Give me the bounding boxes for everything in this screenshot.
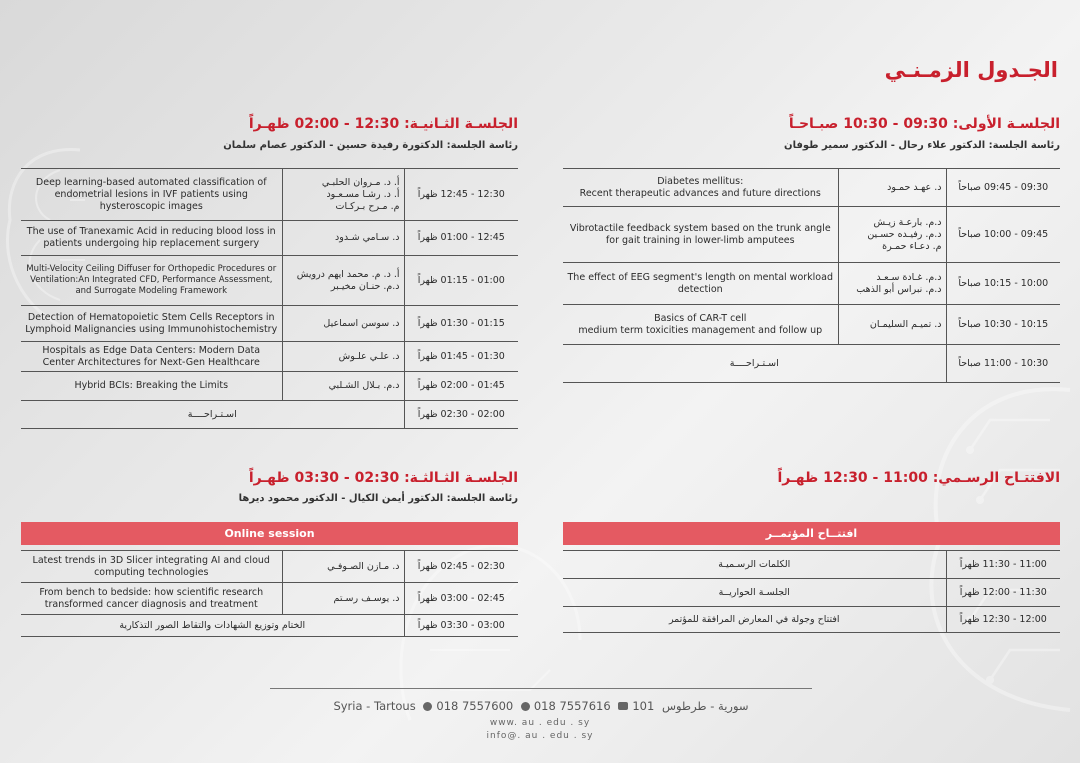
time-cell: 03:00 - 03:30 ظهراً: [404, 615, 518, 637]
agenda-item-cell: الجلسـة الحواريــة: [563, 579, 946, 607]
table-row: [21, 372, 518, 401]
table-row: [563, 607, 1060, 633]
speaker-cell: أ. د. مـروان الحلبـي أ. د. رشـا مسـعـود م. مـرح بـركـات: [282, 169, 404, 221]
speaker-cell: د. عهـد حمـود: [838, 169, 946, 207]
table-row: [21, 615, 518, 637]
footer-divider: [270, 688, 812, 689]
table-row: [21, 306, 518, 342]
time-cell: 09:30 - 09:45 صباحاً: [946, 169, 1060, 207]
talk-title-cell: Hybrid BCIs: Breaking the Limits: [21, 372, 282, 401]
session3-title: الجلسـة الثـالثـة: 02:30 - 03:30 ظهـراً: [248, 470, 518, 486]
agenda-item-cell: الكلمات الرسـميـة: [563, 551, 946, 579]
talk-title-cell: Basics of CAR-T cell medium term toxicities management and follow up: [563, 305, 838, 345]
table-row: [21, 551, 518, 583]
table-row: [21, 583, 518, 615]
footer-location-en: Syria - Tartous: [333, 699, 416, 713]
footer-email[interactable]: info@. au . edu . sy: [486, 731, 594, 741]
speaker-cell: د. علـي علـوش: [282, 342, 404, 372]
speaker-cell: د.م. بارعـة زيـش د.م. رفيـده حسـين م. دعـاء حمـرة: [838, 207, 946, 263]
time-cell: 10:30 - 11:00 صباحاً: [946, 345, 1060, 383]
table-row: [21, 221, 518, 256]
time-cell: 01:30 - 01:45 ظهراً: [404, 342, 518, 372]
speaker-cell: د.م. غـادة سـعـد د.م. نبراس أبو الذهب: [838, 263, 946, 305]
opening-header: افتتــاح المؤتمــر: [563, 522, 1060, 545]
table-row: [21, 169, 518, 221]
break-cell: اسـتـراحــــة: [21, 401, 404, 429]
talk-title-cell: The use of Tranexamic Acid in reducing blood loss in patients undergoing hip replacement surgery: [21, 221, 282, 256]
time-cell: 11:30 - 12:00 ظهراً: [946, 579, 1060, 607]
time-cell: 02:00 - 02:30 ظهراً: [404, 401, 518, 429]
session2-table: [21, 168, 518, 429]
table-row: [563, 169, 1060, 207]
talk-title-cell: The effect of EEG segment's length on mental workload detection: [563, 263, 838, 305]
phone-icon: [423, 702, 432, 711]
table-row: [21, 401, 518, 429]
time-cell: 11:00 - 11:30 ظهراً: [946, 551, 1060, 579]
table-row: [563, 263, 1060, 305]
speaker-cell: د. يوسـف رسـتم: [282, 583, 404, 615]
speaker-cell: د. مـازن الصـوفـي: [282, 551, 404, 583]
online-session-header: Online session: [21, 522, 518, 545]
session1-table: [563, 168, 1060, 383]
table-row: [563, 551, 1060, 579]
session3-chairs: رئاسة الجلسة: الدكتور أيمن الكيال - الدكتور محمود ديرها: [238, 493, 518, 504]
talk-title-cell: Latest trends in 3D Slicer integrating AI and cloud computing technologies: [21, 551, 282, 583]
talk-title-cell: Diabetes mellitus: Recent therapeutic advances and future directions: [563, 169, 838, 207]
talk-title-cell: Multi-Velocity Ceiling Diffuser for Orthopedic Procedures or Ventilation:An Integrated CFD, Performance Assessment, and Surrogate Modeling Framework: [21, 256, 282, 306]
table-row: [21, 342, 518, 372]
time-cell: 10:15 - 10:30 صباحاً: [946, 305, 1060, 345]
agenda-item-cell: افتتاح وجولة في المعارض المرافقة للمؤتمر: [563, 607, 946, 633]
footer-location-ar: سورية - طرطوس: [661, 699, 749, 713]
phone-icon: [521, 702, 530, 711]
speaker-cell: د. تميـم السليمـان: [838, 305, 946, 345]
table-row: [563, 345, 1060, 383]
table-row: [563, 207, 1060, 263]
break-cell: اسـتـراحــــة: [563, 345, 946, 383]
session3-table: [21, 550, 518, 637]
table-row: [21, 256, 518, 306]
footer-contact: [270, 699, 812, 713]
talk-title-cell: Vibrotactile feedback system based on the trunk angle for gait training in lower-limb amputees: [563, 207, 838, 263]
talk-title-cell: Deep learning-based automated classification of endometrial lesions in IVF patients using hysteroscopic images: [21, 169, 282, 221]
opening-title: الافتتـاح الرسـمي: 11:00 - 12:30 ظهـراً: [777, 470, 1060, 486]
page-title: الجـدول الزمـنـي: [884, 58, 1058, 82]
speaker-cell: د. سـامي شـدود: [282, 221, 404, 256]
speaker-cell: د.م. بـلال الشـلبي: [282, 372, 404, 401]
table-row: [563, 579, 1060, 607]
session2-chairs: رئاسة الجلسة: الدكتورة رفيدة حسين - الدكتور عصام سلمان: [223, 140, 518, 151]
time-cell: 01:15 - 01:30 ظهراً: [404, 306, 518, 342]
time-cell: 09:45 - 10:00 صباحاً: [946, 207, 1060, 263]
time-cell: 12:30 - 12:45 ظهراً: [404, 169, 518, 221]
time-cell: 12:00 - 12:30 ظهراً: [946, 607, 1060, 633]
closing-cell: الختام وتوزيع الشهادات والتقاط الصور التذكارية: [21, 615, 404, 637]
footer-pobox: 101: [632, 699, 655, 713]
time-cell: 02:45 - 03:00 ظهراً: [404, 583, 518, 615]
speaker-cell: د. سوسن اسماعيل: [282, 306, 404, 342]
time-cell: 01:00 - 01:15 ظهراً: [404, 256, 518, 306]
session1-chairs: رئاسة الجلسة: الدكتور علاء رحال - الدكتور سمير طوفان: [784, 140, 1060, 151]
footer-website[interactable]: www. au . edu . sy: [489, 718, 591, 728]
time-cell: 02:30 - 02:45 ظهراً: [404, 551, 518, 583]
footer-phone1: 018 7557600: [436, 699, 514, 713]
time-cell: 10:00 - 10:15 صباحاً: [946, 263, 1060, 305]
footer-phone2: 018 7557616: [533, 699, 611, 713]
session2-title: الجلسـة الثـانيـة: 12:30 - 02:00 ظهـراً: [248, 116, 518, 132]
talk-title-cell: From bench to bedside: how scientific research transformed cancer diagnosis and treatment: [21, 583, 282, 615]
time-cell: 12:45 - 01:00 ظهراً: [404, 221, 518, 256]
opening-table: [563, 550, 1060, 633]
session1-title: الجلسـة الأولى: 09:30 - 10:30 صبـاحـاً: [788, 116, 1060, 132]
table-row: [563, 305, 1060, 345]
talk-title-cell: Detection of Hematopoietic Stem Cells Receptors in Lymphoid Malignancies using Immunohistochemistry: [21, 306, 282, 342]
mailbox-icon: [618, 702, 628, 710]
talk-title-cell: Hospitals as Edge Data Centers: Modern Data Center Architectures for Next-Gen Healthcare: [21, 342, 282, 372]
time-cell: 01:45 - 02:00 ظهراً: [404, 372, 518, 401]
speaker-cell: أ. د. م. محمد ايهم درويش د.م. حنـان مخيـبر: [282, 256, 404, 306]
